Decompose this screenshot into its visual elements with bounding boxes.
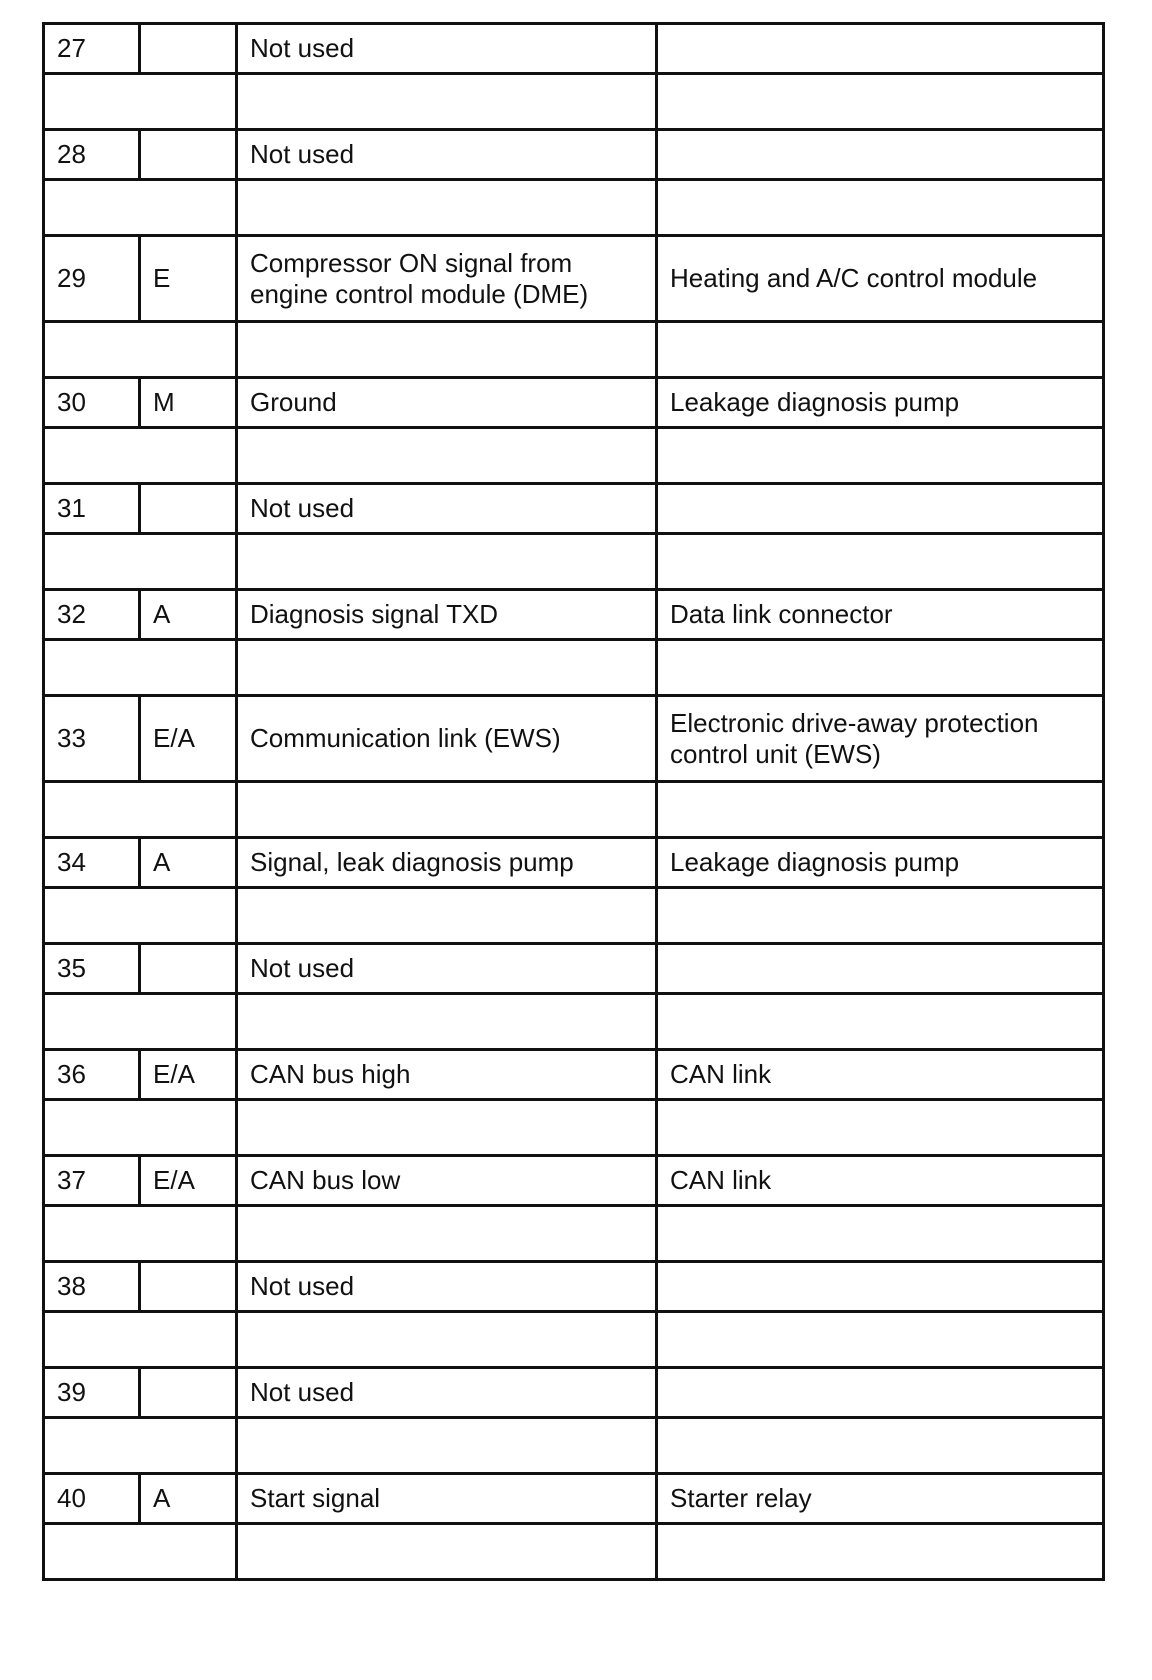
component-cell: Heating and A/C control module xyxy=(657,236,1104,322)
signal-type-cell xyxy=(140,1368,237,1418)
spacer-cell xyxy=(657,1100,1104,1156)
table-row xyxy=(44,1050,1104,1100)
spacer-cell xyxy=(237,640,657,696)
spacer-cell xyxy=(44,534,237,590)
pin-number-cell: 38 xyxy=(44,1262,140,1312)
component-cell: Starter relay xyxy=(657,1474,1104,1524)
description-cell: Not used xyxy=(237,1368,657,1418)
table-row xyxy=(44,1474,1104,1524)
signal-type-cell xyxy=(140,130,237,180)
pin-assignment-table xyxy=(42,22,1105,1581)
spacer-cell xyxy=(657,428,1104,484)
table-row xyxy=(44,378,1104,428)
spacer-cell xyxy=(657,74,1104,130)
spacer-cell xyxy=(657,534,1104,590)
pin-table-body xyxy=(44,24,1104,1580)
table-row xyxy=(44,1156,1104,1206)
spacer-cell xyxy=(44,994,237,1050)
table-row xyxy=(44,24,1104,74)
spacer-cell xyxy=(44,888,237,944)
signal-type-cell: E/A xyxy=(140,1050,237,1100)
table-spacer-row xyxy=(44,74,1104,130)
pin-number-cell: 29 xyxy=(44,236,140,322)
pin-number-cell: 33 xyxy=(44,696,140,782)
table-spacer-row xyxy=(44,1524,1104,1580)
component-cell xyxy=(657,944,1104,994)
pin-number-cell: 30 xyxy=(44,378,140,428)
table-row xyxy=(44,590,1104,640)
pin-number-cell: 36 xyxy=(44,1050,140,1100)
table-row xyxy=(44,1368,1104,1418)
pin-number-cell: 27 xyxy=(44,24,140,74)
description-cell: Ground xyxy=(237,378,657,428)
spacer-cell xyxy=(44,180,237,236)
description-cell: Not used xyxy=(237,130,657,180)
signal-type-cell: M xyxy=(140,378,237,428)
spacer-cell xyxy=(44,1100,237,1156)
table-row xyxy=(44,1262,1104,1312)
table-spacer-row xyxy=(44,322,1104,378)
component-cell: Leakage diagnosis pump xyxy=(657,838,1104,888)
spacer-cell xyxy=(44,782,237,838)
description-cell: Signal, leak diagnosis pump xyxy=(237,838,657,888)
description-cell: Start signal xyxy=(237,1474,657,1524)
spacer-cell xyxy=(44,1206,237,1262)
description-cell: Not used xyxy=(237,24,657,74)
spacer-cell xyxy=(237,180,657,236)
component-cell xyxy=(657,130,1104,180)
table-row xyxy=(44,130,1104,180)
signal-type-cell: A xyxy=(140,838,237,888)
spacer-cell xyxy=(237,322,657,378)
component-cell xyxy=(657,1368,1104,1418)
spacer-cell xyxy=(237,994,657,1050)
table-spacer-row xyxy=(44,428,1104,484)
pin-number-cell: 28 xyxy=(44,130,140,180)
component-cell: Electronic drive-away protection control unit (EWS) xyxy=(657,696,1104,782)
table-spacer-row xyxy=(44,180,1104,236)
description-cell: Communication link (EWS) xyxy=(237,696,657,782)
table-spacer-row xyxy=(44,534,1104,590)
spacer-cell xyxy=(237,1100,657,1156)
component-cell: Leakage diagnosis pump xyxy=(657,378,1104,428)
pin-number-cell: 31 xyxy=(44,484,140,534)
table-row xyxy=(44,236,1104,322)
table-spacer-row xyxy=(44,782,1104,838)
spacer-cell xyxy=(44,322,237,378)
description-cell: Diagnosis signal TXD xyxy=(237,590,657,640)
table-spacer-row xyxy=(44,1206,1104,1262)
pin-assignment-sheet xyxy=(42,22,1102,1581)
component-cell: Data link connector xyxy=(657,590,1104,640)
table-spacer-row xyxy=(44,1418,1104,1474)
table-row xyxy=(44,696,1104,782)
signal-type-cell xyxy=(140,484,237,534)
spacer-cell xyxy=(237,888,657,944)
pin-number-cell: 32 xyxy=(44,590,140,640)
pin-number-cell: 34 xyxy=(44,838,140,888)
component-cell xyxy=(657,24,1104,74)
signal-type-cell: A xyxy=(140,590,237,640)
spacer-cell xyxy=(657,1524,1104,1580)
spacer-cell xyxy=(237,1206,657,1262)
signal-type-cell xyxy=(140,1262,237,1312)
component-cell: CAN link xyxy=(657,1050,1104,1100)
table-spacer-row xyxy=(44,640,1104,696)
spacer-cell xyxy=(44,1418,237,1474)
table-spacer-row xyxy=(44,1312,1104,1368)
spacer-cell xyxy=(44,1524,237,1580)
spacer-cell xyxy=(657,994,1104,1050)
pin-number-cell: 37 xyxy=(44,1156,140,1206)
pin-number-cell: 39 xyxy=(44,1368,140,1418)
signal-type-cell: E xyxy=(140,236,237,322)
spacer-cell xyxy=(44,428,237,484)
spacer-cell xyxy=(657,180,1104,236)
component-cell xyxy=(657,1262,1104,1312)
spacer-cell xyxy=(657,322,1104,378)
spacer-cell xyxy=(657,640,1104,696)
spacer-cell xyxy=(44,640,237,696)
spacer-cell xyxy=(237,428,657,484)
component-cell xyxy=(657,484,1104,534)
spacer-cell xyxy=(237,1524,657,1580)
signal-type-cell: E/A xyxy=(140,696,237,782)
table-spacer-row xyxy=(44,994,1104,1050)
description-cell: Compressor ON signal from engine control module (DME) xyxy=(237,236,657,322)
signal-type-cell: A xyxy=(140,1474,237,1524)
spacer-cell xyxy=(44,74,237,130)
spacer-cell xyxy=(657,888,1104,944)
pin-number-cell: 40 xyxy=(44,1474,140,1524)
spacer-cell xyxy=(657,1418,1104,1474)
spacer-cell xyxy=(657,1206,1104,1262)
table-row xyxy=(44,484,1104,534)
spacer-cell xyxy=(237,74,657,130)
spacer-cell xyxy=(237,1418,657,1474)
signal-type-cell xyxy=(140,24,237,74)
table-spacer-row xyxy=(44,1100,1104,1156)
spacer-cell xyxy=(237,534,657,590)
table-row xyxy=(44,944,1104,994)
spacer-cell xyxy=(657,782,1104,838)
description-cell: CAN bus high xyxy=(237,1050,657,1100)
description-cell: Not used xyxy=(237,1262,657,1312)
spacer-cell xyxy=(237,782,657,838)
description-cell: CAN bus low xyxy=(237,1156,657,1206)
description-cell: Not used xyxy=(237,484,657,534)
pin-number-cell: 35 xyxy=(44,944,140,994)
table-row xyxy=(44,838,1104,888)
spacer-cell xyxy=(44,1312,237,1368)
signal-type-cell: E/A xyxy=(140,1156,237,1206)
spacer-cell xyxy=(657,1312,1104,1368)
spacer-cell xyxy=(237,1312,657,1368)
description-cell: Not used xyxy=(237,944,657,994)
signal-type-cell xyxy=(140,944,237,994)
component-cell: CAN link xyxy=(657,1156,1104,1206)
table-spacer-row xyxy=(44,888,1104,944)
